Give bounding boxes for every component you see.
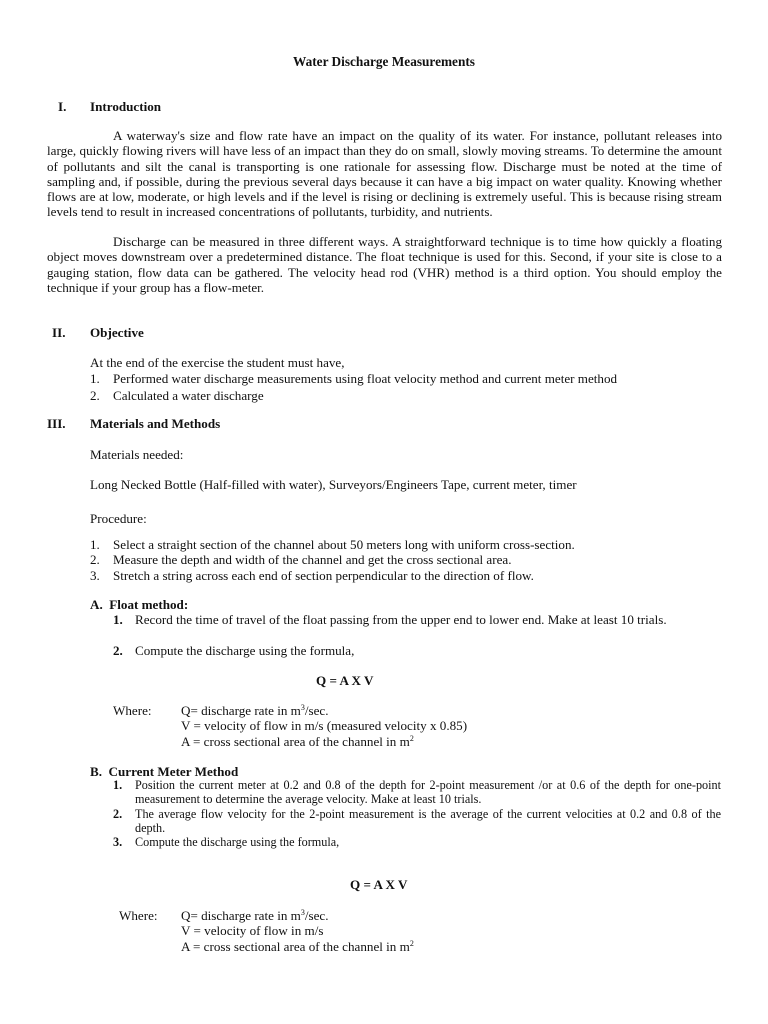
float-q-definition xyxy=(181,703,329,718)
list-text: Position the current meter at 0.2 and 0.8 of the depth for 2-point measurement /or at 0.6 of the depth for one-point measurement to determine the average velocity. Make at least 10 trials. xyxy=(135,778,721,806)
section-number: I. xyxy=(58,99,67,114)
definition-unit: /sec. xyxy=(304,908,329,923)
list-text: Compute the discharge using the formula, xyxy=(135,835,340,849)
current-a-definition xyxy=(181,939,414,954)
exponent: 3 xyxy=(300,703,305,712)
list-number: 1. xyxy=(113,612,123,627)
exponent: 2 xyxy=(409,734,414,743)
materials-list: Long Necked Bottle (Half-filled with water), Surveyors/Engineers Tape, current meter, timer xyxy=(90,477,577,492)
definition-unit: /sec. xyxy=(304,703,329,718)
list-text: Performed water discharge measurements using float velocity method and current meter method xyxy=(113,371,618,386)
current-meter-heading: B. Current Meter Method xyxy=(90,764,239,779)
float-a-definition xyxy=(181,734,414,749)
list-number: 3. xyxy=(113,835,123,849)
list-number: 1. xyxy=(113,778,123,792)
list-number: 3. xyxy=(90,568,100,583)
current-v-definition: V = velocity of flow in m/s xyxy=(181,923,324,938)
section-title: Materials and Methods xyxy=(90,416,221,431)
float-v-definition: V = velocity of flow in m/s (measured velocity x 0.85) xyxy=(181,718,468,733)
list-text: Select a straight section of the channel about 50 meters long with uniform cross-section. xyxy=(113,537,575,552)
definition-text: A = cross sectional area of the channel in m xyxy=(181,939,410,954)
list-number: 2. xyxy=(113,807,123,821)
list-text: Record the time of travel of the float passing from the upper end to lower end. Make at least 10 trials. xyxy=(135,612,667,627)
definition-text: Q= discharge rate in m xyxy=(181,908,301,923)
float-where-label: Where: xyxy=(113,703,152,718)
objective-lead: At the end of the exercise the student must have, xyxy=(90,355,345,370)
exponent: 2 xyxy=(409,939,414,948)
section-title: Introduction xyxy=(90,99,162,114)
list-number: 2. xyxy=(113,643,123,658)
current-where-label: Where: xyxy=(119,908,158,923)
intro-paragraph-1: A waterway's size and flow rate have an impact on the quality of its water. For instance, pollutant releases into large, quickly flowing rivers will have less of an impact than they do on small, slowly moving streams. To determine the amount of pollutants and silt the canal is transporting is one rationale for assessing flow. Discharge must be noted at the time of sampling and, if possible, during the previous several days because it can have a big impact on water quality. Knowing whether flows are at low, moderate, or high levels and if the level is rising or declining is extremely useful. This is because rising stream levels tend to result in increased concentrations of pollutants, turbidity, and nutrients. xyxy=(47,128,722,220)
float-method-heading: A. Float method: xyxy=(90,597,189,612)
list-number: 2. xyxy=(90,552,100,567)
list-text: Measure the depth and width of the channel and get the cross sectional area. xyxy=(113,552,512,567)
list-text: Compute the discharge using the formula, xyxy=(135,643,355,658)
list-text: Calculated a water discharge xyxy=(113,388,264,403)
current-q-definition xyxy=(181,908,329,923)
list-text: Stretch a string across each end of section perpendicular to the direction of flow. xyxy=(113,568,534,583)
section-number: III. xyxy=(47,416,66,431)
definition-text: A = cross sectional area of the channel in m xyxy=(181,734,410,749)
list-number: 2. xyxy=(90,388,100,403)
definition-text: Q= discharge rate in m xyxy=(181,703,301,718)
list-text: The average flow velocity for the 2-point measurement is the average of the current velocities at 0.2 and 0.8 of the depth. xyxy=(135,807,721,835)
materials-needed-label: Materials needed: xyxy=(90,447,184,462)
list-number: 1. xyxy=(90,537,100,552)
current-meter-formula: Q = A X V xyxy=(350,877,408,892)
float-formula: Q = A X V xyxy=(316,673,374,688)
section-title: Objective xyxy=(90,325,144,340)
document-title: Water Discharge Measurements xyxy=(293,54,475,69)
exponent: 3 xyxy=(300,908,305,917)
section-number: II. xyxy=(52,325,66,340)
intro-paragraph-2: Discharge can be measured in three different ways. A straightforward technique is to time how quickly a floating object moves downstream over a predetermined distance. The float technique is used for this. Second, if your site is close to a gauging station, flow data can be gathered. The velocity head rod (VHR) method is a third option. You should employ the technique if your group has a flow-meter. xyxy=(47,234,722,295)
procedure-label: Procedure: xyxy=(90,511,147,526)
list-number: 1. xyxy=(90,371,100,386)
